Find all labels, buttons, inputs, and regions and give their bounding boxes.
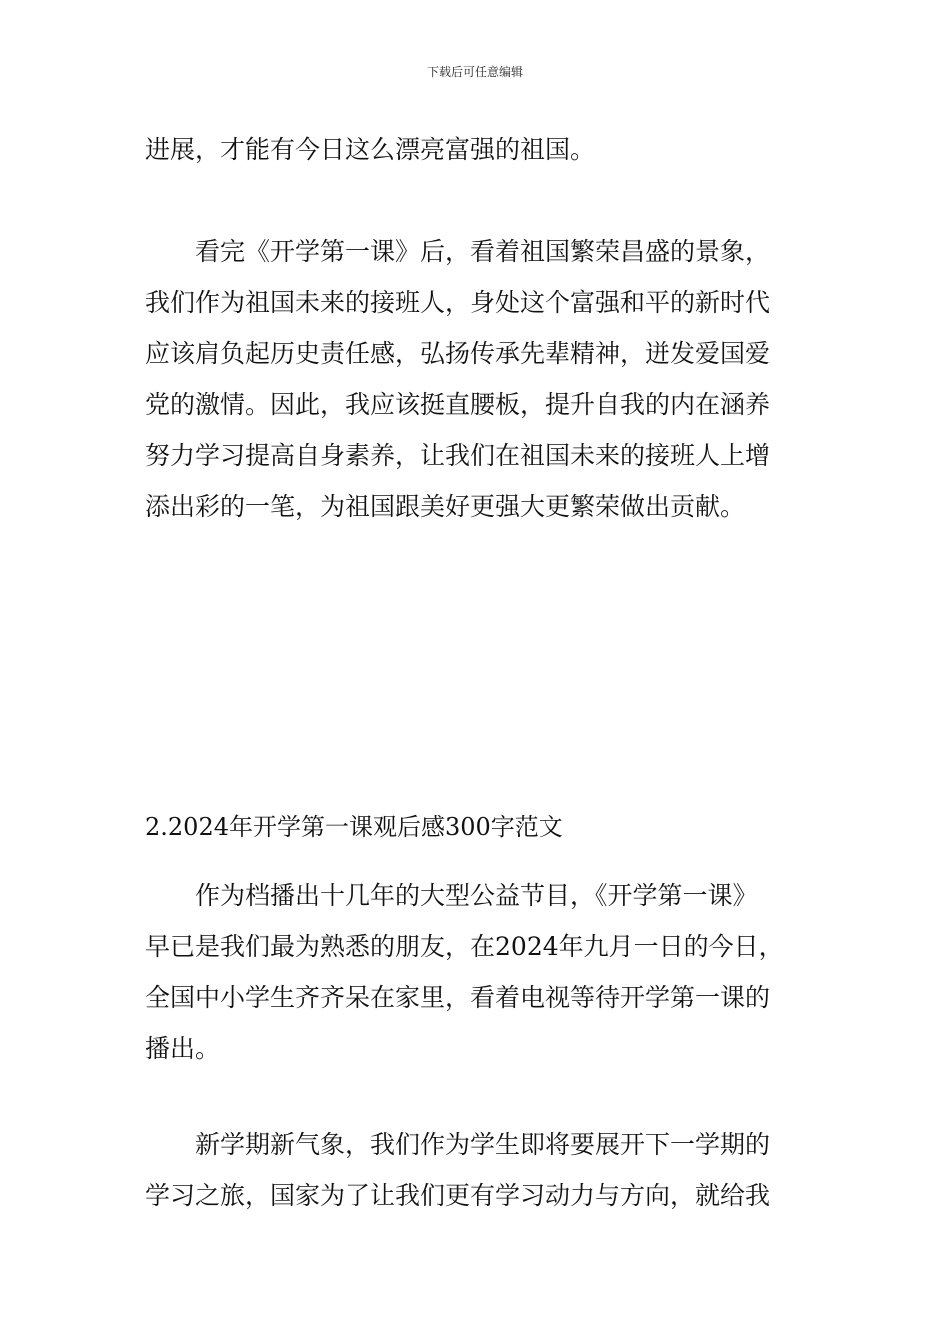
paragraph-1 — [145, 124, 810, 175]
paragraph-line: 进展，才能有今日这么漂亮富强的祖国。 — [145, 135, 596, 164]
paragraph-line: 早已是我们最为熟悉的朋友，在2024年九月一日的今日， — [145, 932, 784, 961]
header-text: 下载后可任意编辑 — [426, 65, 523, 79]
paragraph-line: 党的激情。因此，我应该挺直腰板，提升自我的内在涵养 — [145, 390, 771, 419]
paragraph-line: 应该肩负起历史责任感，弘扬传承先辈精神，迸发爱国爱 — [145, 339, 771, 368]
paragraph-line: 看完《开学第一课》后，看着祖国繁荣昌盛的景象， — [145, 237, 771, 266]
paragraph-4 — [145, 1119, 810, 1221]
paragraph-line: 新学期新气象，我们作为学生即将要展开下一学期的 — [145, 1130, 771, 1159]
paragraph-line: 全国中小学生齐齐呆在家里，看着电视等待开学第一课的 — [145, 983, 771, 1012]
paragraph-3 — [145, 870, 810, 1074]
paragraph-line: 努力学习提高自身素养，让我们在祖国未来的接班人上增 — [145, 441, 771, 470]
paragraph-line: 我们作为祖国未来的接班人，身处这个富强和平的新时代 — [145, 288, 771, 317]
section-heading: 2.2024年开学第一课观后感300字范文 — [145, 813, 563, 841]
paragraph-line: 添出彩的一笔，为祖国跟美好更强大更繁荣做出贡献。 — [145, 492, 746, 521]
page-header — [0, 64, 950, 80]
paragraph-line: 学习之旅，国家为了让我们更有学习动力与方向，就给我 — [145, 1181, 771, 1210]
paragraph-line: 作为档播出十几年的大型公益节目，《开学第一课》 — [145, 881, 758, 910]
paragraph-line: 播出。 — [145, 1034, 221, 1063]
paragraph-2 — [145, 226, 810, 532]
